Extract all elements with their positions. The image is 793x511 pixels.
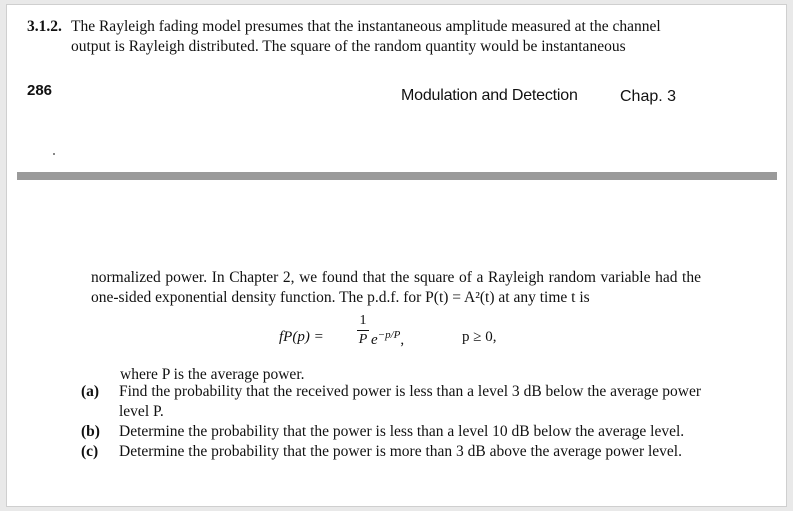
where-clause: where P is the average power. <box>120 366 305 383</box>
running-head: Modulation and Detection <box>401 87 578 104</box>
problem-number: 3.1.2. <box>27 18 62 35</box>
speck <box>53 153 55 155</box>
part-text: Determine the probability that the power is less than a level 10 dB below the average level. <box>119 423 685 440</box>
problem-parts <box>81 382 701 462</box>
chapter-label: Chap. 3 <box>620 88 677 105</box>
equation-comma: , <box>400 332 405 348</box>
problem-part-b <box>81 422 701 442</box>
equation-lhs: fP(p) = <box>279 329 324 345</box>
part-label: (b) <box>81 423 100 440</box>
equation-exponential <box>371 329 404 349</box>
problem-part-c <box>81 442 701 462</box>
page-number: 286 <box>27 82 53 99</box>
page-separator <box>17 172 777 180</box>
problem-heading <box>27 17 687 57</box>
equation-condition: p ≥ 0, <box>462 329 497 345</box>
equation-fraction <box>357 313 369 348</box>
problem-text: The Rayleigh fading model presumes that the instantaneous amplitude measured at the channel output is Rayleigh distributed. The square of the random quantity would be instantaneous <box>71 18 661 55</box>
fraction-bar <box>357 330 369 331</box>
part-text: Determine the probability that the power is more than 3 dB above the average power level. <box>119 443 682 460</box>
part-label: (a) <box>81 383 100 400</box>
problem-part-a <box>81 382 701 422</box>
scanned-page <box>6 4 787 507</box>
body-paragraph: normalized power. In Chapter 2, we found that the square of a Rayleigh random variable had the one-sided exponential density function. The p.d.f. for P(t) = A²(t) at any time t is <box>91 269 701 306</box>
pdf-equation <box>279 313 539 361</box>
previous-page-fragment <box>7 5 786 175</box>
exp-base: e <box>371 332 378 348</box>
part-label: (c) <box>81 443 99 460</box>
part-text: Find the probability that the received power is less than a level 3 dB below the average power level P. <box>119 383 701 420</box>
fraction-numerator: 1 <box>359 313 367 328</box>
fraction-denominator: P <box>358 332 368 347</box>
exp-exponent: −p/P <box>377 329 401 341</box>
